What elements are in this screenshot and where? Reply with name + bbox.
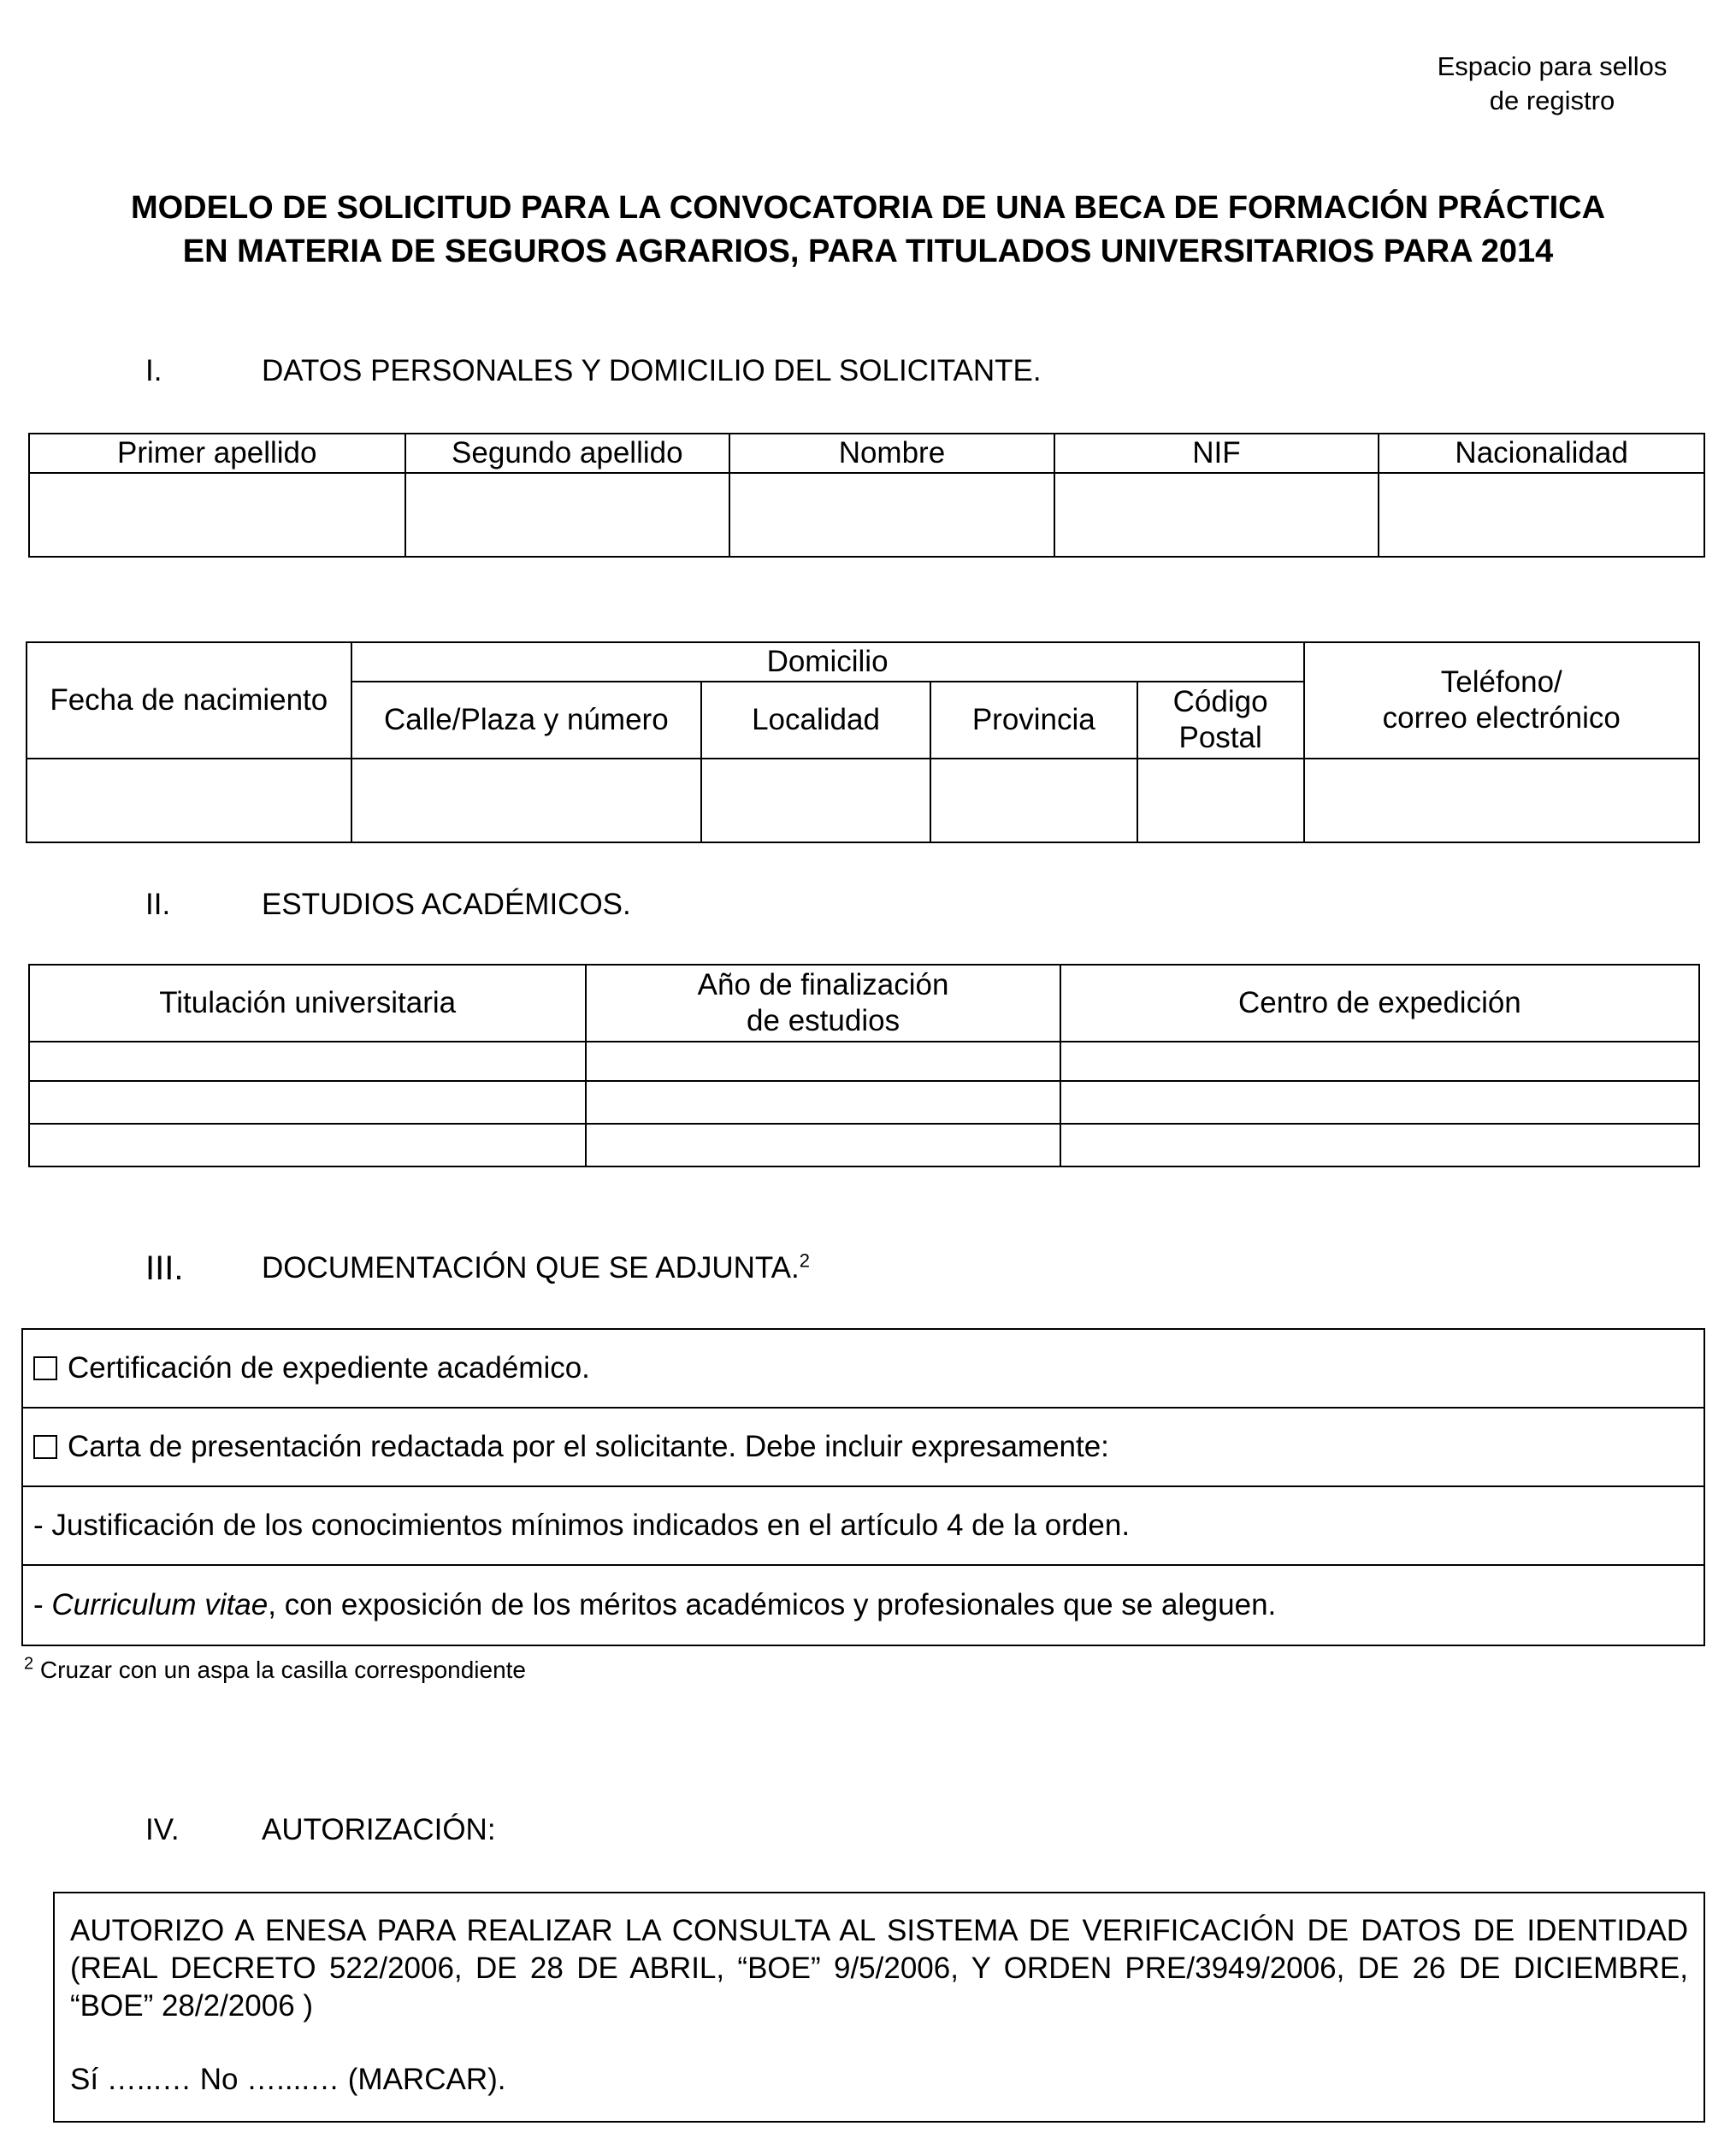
province-field[interactable]: [930, 759, 1137, 842]
center-field[interactable]: [1060, 1124, 1699, 1166]
header-contact: [1304, 642, 1699, 759]
cv-prefix: -: [33, 1588, 52, 1621]
document-requirement-cv: [23, 1566, 1704, 1645]
header-first-surname: Primer apellido: [29, 434, 405, 473]
header-postal-code-line1: Código: [1172, 685, 1268, 718]
year-field[interactable]: [586, 1124, 1060, 1166]
authorization-mark-line[interactable]: Sí …...… No …....… (MARCAR).: [70, 2063, 506, 2096]
requirement-text: - Justificación de los conocimientos mínimos indicados en el artículo 4 de la orden.: [33, 1509, 1131, 1542]
authorization-box: [53, 1892, 1705, 2123]
degree-field[interactable]: [29, 1081, 586, 1124]
authorization-text: AUTORIZO A ENESA PARA REALIZAR LA CONSULTA AL SISTEMA DE VERIFICACIÓN DE DATOS DE IDENTIDAD (REAL DECRETO 522/2006, DE 28 DE ABRIL, “BOE” 9/5/2006, Y ORDEN PRE/3949/2006, DE 26 DE DICIEMBRE, “BOE” 28/2/2006 ): [70, 1914, 1688, 2023]
personal-data-table: [28, 433, 1705, 558]
contact-field[interactable]: [1304, 759, 1699, 842]
checkbox-cover-letter[interactable]: [33, 1435, 57, 1459]
first-surname-field[interactable]: [29, 473, 405, 557]
center-field[interactable]: [1060, 1042, 1699, 1081]
nif-field[interactable]: [1054, 473, 1379, 557]
stamp-space-line2: de registro: [1489, 86, 1615, 115]
document-requirement-justification: [23, 1487, 1704, 1566]
footnote-ref: 2: [799, 1249, 811, 1272]
document-item-label: Certificación de expediente académico.: [68, 1351, 590, 1385]
nationality-field[interactable]: [1379, 473, 1704, 557]
second-surname-field[interactable]: [405, 473, 730, 557]
document-item-label: Carta de presentación redactada por el solicitante. Debe incluir expresamente:: [68, 1430, 1109, 1463]
locality-field[interactable]: [701, 759, 930, 842]
header-nationality: Nacionalidad: [1379, 434, 1704, 473]
header-year: [586, 965, 1060, 1042]
header-postal-code: [1137, 682, 1304, 759]
header-province: Provincia: [930, 682, 1137, 759]
header-second-surname: Segundo apellido: [405, 434, 730, 473]
birth-date-field[interactable]: [27, 759, 351, 842]
stamp-space-note: [1394, 50, 1710, 118]
section-number: III.: [145, 1249, 184, 1287]
header-contact-line2: correo electrónico: [1382, 701, 1621, 735]
section-number: I.: [145, 354, 162, 387]
header-contact-line1: Teléfono/: [1440, 665, 1562, 699]
center-field[interactable]: [1060, 1081, 1699, 1124]
header-name: Nombre: [729, 434, 1054, 473]
form-title-line2: EN MATERIA DE SEGUROS AGRARIOS, PARA TITULADOS UNIVERSITARIOS PARA 2014: [182, 233, 1554, 269]
header-nif: NIF: [1054, 434, 1379, 473]
form-title-line1: MODELO DE SOLICITUD PARA LA CONVOCATORIA DE UNA BECA DE FORMACIÓN PRÁCTICA: [130, 190, 1606, 226]
footnote: [24, 1654, 526, 1684]
checkbox-transcript[interactable]: [33, 1356, 57, 1380]
footnote-number: 2: [24, 1654, 34, 1674]
header-street: Calle/Plaza y número: [351, 682, 702, 759]
document-item-cover-letter: [23, 1409, 1704, 1487]
section-title: [262, 1251, 810, 1285]
header-year-line1: Año de finalización: [697, 968, 949, 1001]
address-table: [26, 641, 1700, 843]
stamp-space-line1: Espacio para sellos: [1437, 51, 1668, 81]
section-title-text: DOCUMENTACIÓN QUE SE ADJUNTA.: [262, 1251, 800, 1285]
header-center: Centro de expedición: [1060, 965, 1699, 1042]
form-title: [34, 186, 1702, 274]
cv-rest: , con exposición de los méritos académicos y profesionales que se aleguen.: [268, 1588, 1277, 1621]
header-locality: Localidad: [701, 682, 930, 759]
section-title: ESTUDIOS ACADÉMICOS.: [262, 888, 631, 921]
section-number: IV.: [145, 1813, 180, 1846]
section-title: DATOS PERSONALES Y DOMICILIO DEL SOLICITANTE.: [262, 354, 1042, 387]
degree-field[interactable]: [29, 1042, 586, 1081]
header-birth-date: Fecha de nacimiento: [27, 642, 351, 759]
street-field[interactable]: [351, 759, 702, 842]
studies-table: [28, 964, 1700, 1167]
footnote-text: Cruzar con un aspa la casilla correspondiente: [39, 1657, 526, 1683]
cv-italic: Curriculum vitae: [51, 1588, 269, 1621]
year-field[interactable]: [586, 1042, 1060, 1081]
header-year-line2: de estudios: [747, 1004, 900, 1037]
header-address-group: Domicilio: [351, 642, 1304, 682]
header-postal-code-line2: Postal: [1178, 721, 1262, 754]
documents-box: [21, 1328, 1705, 1646]
degree-field[interactable]: [29, 1124, 586, 1166]
header-degree: Titulación universitaria: [29, 965, 586, 1042]
requirement-text: [33, 1588, 1276, 1622]
document-item-transcript: [23, 1330, 1704, 1409]
name-field[interactable]: [729, 473, 1054, 557]
section-number: II.: [145, 888, 171, 921]
section-title: AUTORIZACIÓN:: [262, 1813, 496, 1846]
year-field[interactable]: [586, 1081, 1060, 1124]
postal-code-field[interactable]: [1137, 759, 1304, 842]
